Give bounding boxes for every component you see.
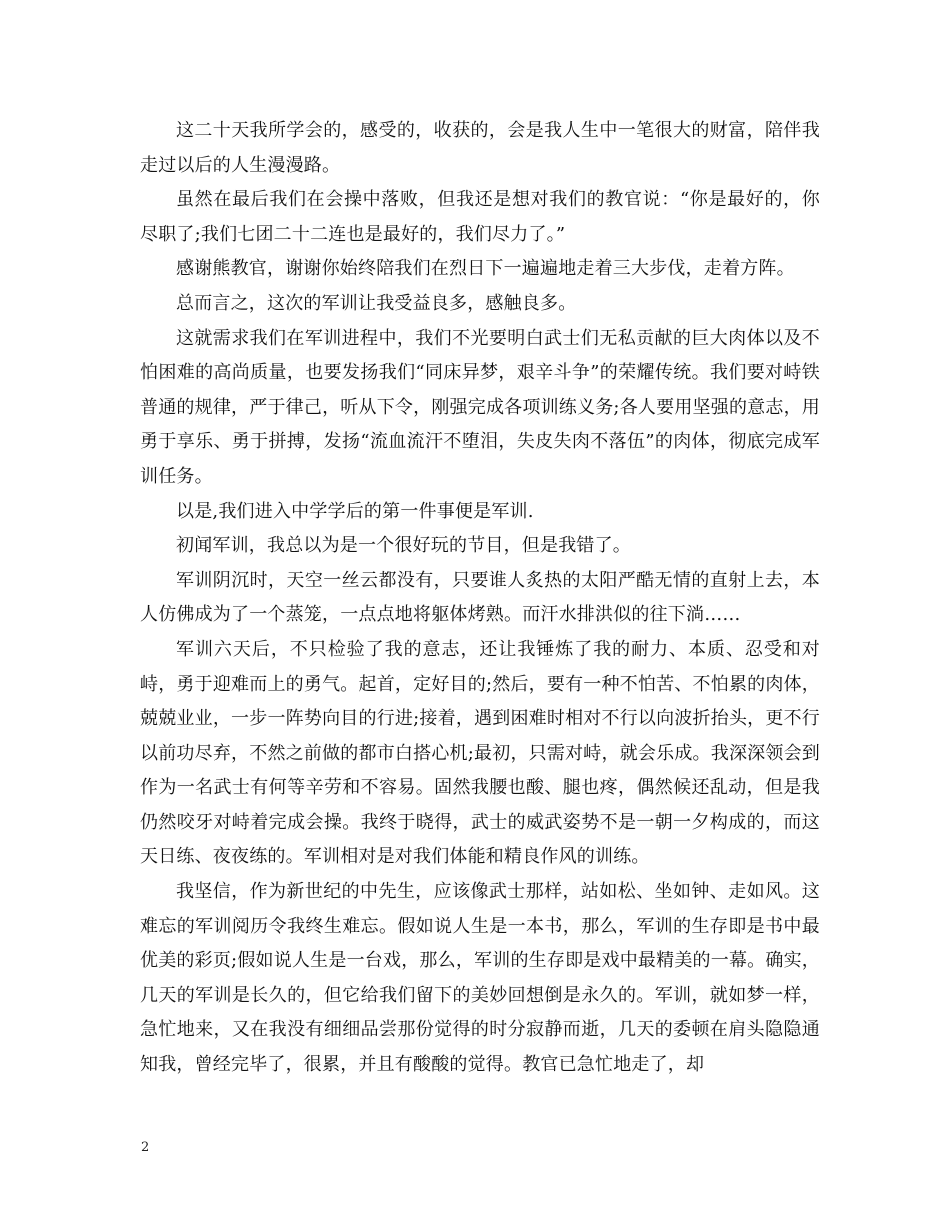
paragraph: 这就需求我们在军训进程中，我们不光要明白武士们无私贡献的巨大肉体以及不怕困难的高尚质量，也要发扬我们“同床异梦，艰辛斗争”的荣耀传统。我们要对峙铁普通的规律，严于律己，听从下令，刚强完成各项训练义务;各人要用坚强的意志，用勇于享乐、勇于拼搏，发扬“流血流汗不堕泪，失皮失肉不落伍”的肉体，彻底完成军训任务。 [140,327,820,487]
page-number: 2 [141,1140,150,1155]
paragraph: 感谢熊教官，谢谢你始终陪我们在烈日下一遍遍地走着三大步伐，走着方阵。 [176,258,795,280]
paragraph: 军训阴沉时，天空一丝云都没有，只要谁人炙热的太阳严酷无情的直射上去，本人仿佛成为了一个蒸笼，一点点地将躯体烤熟。而汗水排洪似的往下淌…… [140,569,820,626]
paragraph: 虽然在最后我们在会操中落败，但我还是想对我们的教官说：“你是最好的，你尽职了;我们七团二十二连也是最好的，我们尽力了。” [140,189,820,245]
paragraph: 军训六天后，不只检验了我的意志，还让我锤炼了我的耐力、本质、忍受和对峙，勇于迎难而上的勇气。起首，定好目的;然后，要有一种不怕苦、不怕累的肉体，兢兢业业，一步一阵势向目的行进;接着，遇到困难时相对不行以向波折抬头，更不行以前功尽弃，不然之前做的都市白搭心机;最初，只需对峙，就会乐成。我深深领会到作为一名武士有何等辛劳和不容易。固然我腰也酸、腿也疼，偶然候还乱动，但是我仍然咬牙对峙着完成会操。我终于晓得，武士的威武姿势不是一朝一夕构成的，而这天日练、夜夜练的。军训相对是对我们体能和精良作风的训练。 [140,638,820,868]
paragraph: 以是,我们进入中学学后的第一件事便是军训. [176,500,534,522]
document-body [140,114,820,1083]
paragraph: 这二十天我所学会的，感受的，收获的，会是我人生中一笔很大的财富，陪伴我走过以后的人生漫漫路。 [140,120,820,176]
paragraph: 初闻军训，我总以为是一个很好玩的节目，但是我错了。 [176,535,631,557]
paragraph: 我坚信，作为新世纪的中先生，应该像武士那样，站如松、坐如钟、走如风。这难忘的军训阅历令我终生难忘。假如说人生是一本书，那么，军训的生存即是书中最优美的彩页;假如说人生是一台戏，那么，军训的生存即是戏中最精美的一幕。确实，几天的军训是长久的，但它给我们留下的美妙回想倒是永久的。军训，就如梦一样，急忙地来，又在我没有细细品尝那份觉得的时分寂静而逝，几天的委顿在肩头隐隐通知我，曾经完毕了，很累，并且有酸酸的觉得。教官已急忙地走了，却 [140,881,820,1076]
paragraph: 总而言之，这次的军训让我受益良多，感触良多。 [176,292,577,314]
